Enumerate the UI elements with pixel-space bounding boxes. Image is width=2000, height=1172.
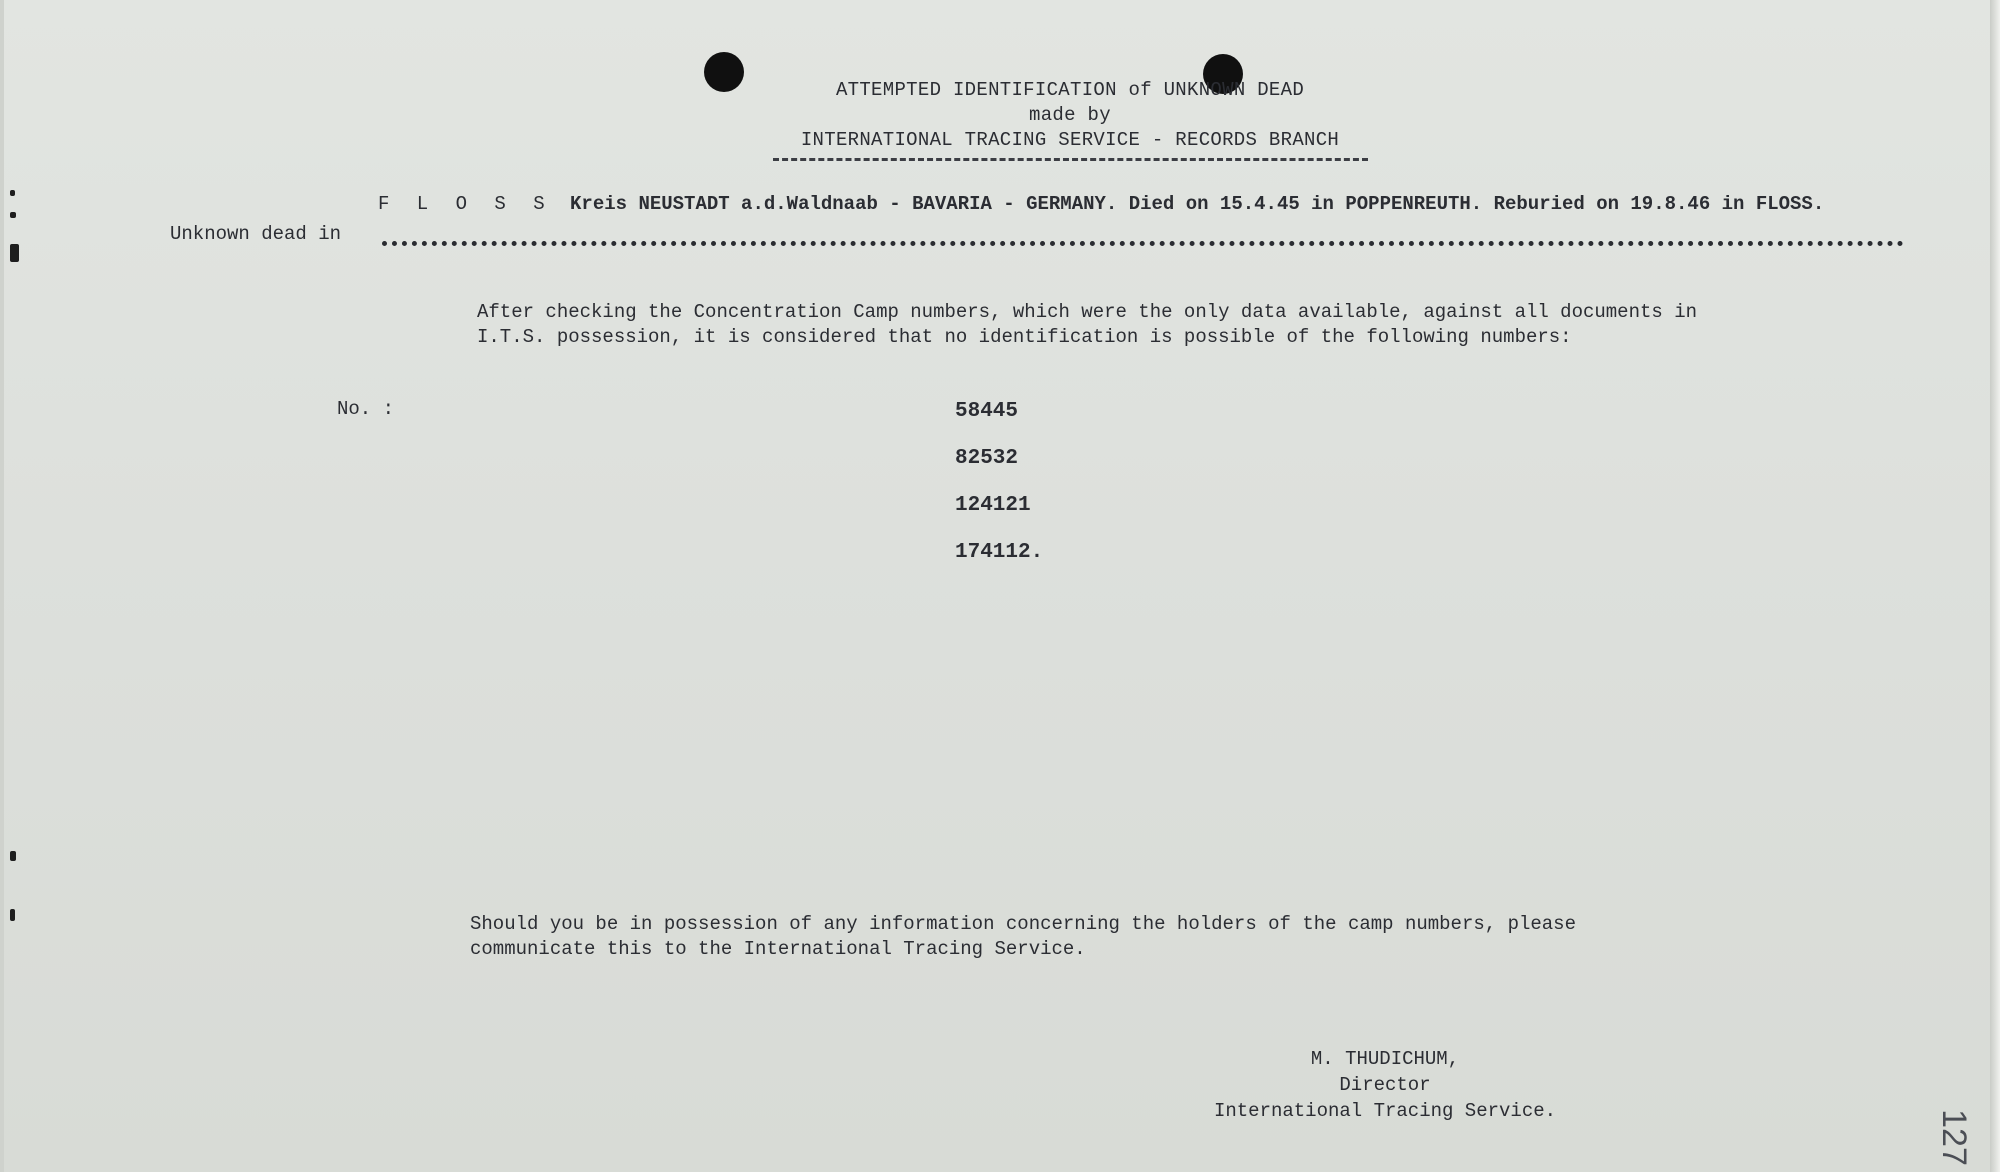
edge-mark xyxy=(10,190,15,196)
document-header xyxy=(650,78,1490,161)
footer-paragraph: Should you be in possession of any information concerning the holders of the camp numbers, please communicate this to the International Tracing Service. xyxy=(470,913,1576,960)
signature-block xyxy=(1185,1046,1585,1124)
camp-number: 58445 xyxy=(955,400,1019,423)
header-organization: INTERNATIONAL TRACING SERVICE - RECORDS BRANCH xyxy=(800,129,1340,151)
page-right-edge xyxy=(1990,0,2000,1172)
numbers-list xyxy=(955,388,1043,576)
edge-mark xyxy=(10,909,15,921)
page-left-edge xyxy=(0,0,4,1172)
body-paragraph: After checking the Concentration Camp numbers, which were the only data available, against all documents in I.T.S. possession, it is considered that no identification is possible of the following numbers: xyxy=(477,301,1697,348)
header-title: ATTEMPTED IDENTIFICATION of UNKNOWN DEAD xyxy=(835,79,1305,101)
camp-number: 82532 xyxy=(955,447,1019,470)
edge-mark xyxy=(10,212,16,218)
numbers-label: No. : xyxy=(337,398,395,420)
signatory-title: Director xyxy=(1339,1074,1431,1096)
header-made-by: made by xyxy=(1029,104,1111,126)
edge-mark xyxy=(10,244,19,262)
camp-number: 124121 xyxy=(955,494,1031,517)
edge-mark xyxy=(10,851,16,861)
header-rule xyxy=(773,158,1368,161)
location-details: Kreis NEUSTADT a.d.Waldnaab - BAVARIA - GERMANY. Died on 15.4.45 in POPPENREUTH. Reburied on 19.8.46 in FLOSS. xyxy=(570,193,1825,215)
signatory-name: M. THUDICHUM, xyxy=(1310,1048,1460,1070)
page-number: 127 xyxy=(1934,1109,1973,1166)
location-place: F L O S S xyxy=(378,193,553,215)
signatory-organization: International Tracing Service. xyxy=(1213,1100,1557,1122)
location-line xyxy=(378,193,1824,215)
unknown-dead-label: Unknown dead in xyxy=(170,223,342,245)
dotted-rule xyxy=(382,241,1904,246)
camp-number: 174112. xyxy=(955,541,1044,564)
